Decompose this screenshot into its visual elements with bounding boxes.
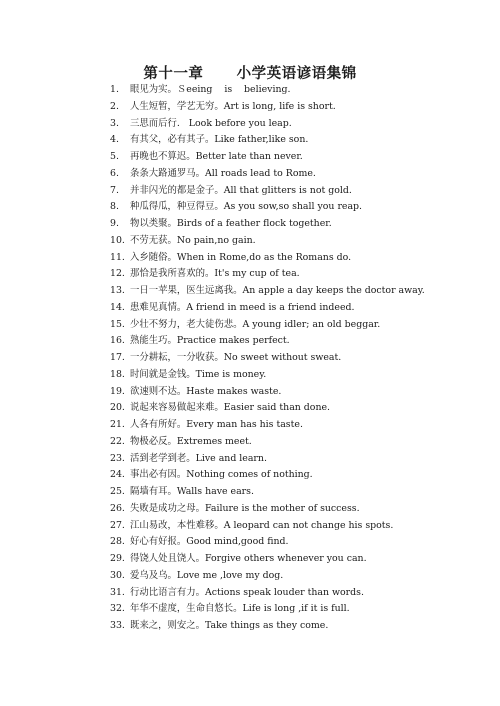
chapter-title: 第十一章 小学英语谚语集锦 xyxy=(143,65,357,82)
proverb-chinese: 物以类聚。 xyxy=(130,218,177,229)
proverb-chinese: 失败是成功之母。 xyxy=(130,502,206,514)
proverb-chinese: 时间就是金钱。 xyxy=(130,368,196,380)
proverb-chinese: 年华不虚度，生命自悠长。 xyxy=(130,603,243,615)
proverb-chinese: 爱乌及乌。 xyxy=(130,569,177,581)
proverb-chinese: 说起来容易做起来难。 xyxy=(130,402,224,414)
proverb-english: It's my cup of tea. xyxy=(214,268,300,280)
proverb-number: 10. xyxy=(110,234,125,246)
proverb-chinese: 人生短暂，学艺无穷。 xyxy=(130,100,224,112)
proverb-english: Walls have ears. xyxy=(176,486,254,497)
proverb-item xyxy=(110,384,425,401)
proverb-chinese: 那恰是我所喜欢的。 xyxy=(130,268,215,280)
proverb-number: 32. xyxy=(110,603,125,615)
proverb-english: Good mind,good find. xyxy=(186,536,289,548)
proverb-chinese: 眼见为实。 xyxy=(130,84,177,95)
proverb-english: Ｓeeing is believing. xyxy=(176,84,291,95)
proverb-chinese: 隔墙有耳。 xyxy=(130,486,177,497)
proverb-english: All that glitters is not gold. xyxy=(223,184,352,196)
proverb-number: 7. xyxy=(110,184,119,196)
proverb-english: No pain,no gain. xyxy=(176,234,256,246)
proverb-item xyxy=(110,585,425,602)
proverb-item xyxy=(110,350,425,367)
proverb-number: 29. xyxy=(110,553,125,564)
proverb-item xyxy=(110,82,425,99)
proverb-number: 21. xyxy=(110,419,125,430)
proverb-chinese: 事出必有因。 xyxy=(130,469,187,481)
proverb-english: Live and learn. xyxy=(195,452,267,464)
proverb-chinese: 江山易改，本性难移。 xyxy=(130,519,224,531)
proverb-english: Better late than never. xyxy=(195,151,303,162)
proverb-english: Take things as they come. xyxy=(205,620,329,631)
proverb-number: 8. xyxy=(110,201,119,213)
proverb-english: A leopard can not change his spots. xyxy=(223,519,394,531)
proverb-item xyxy=(110,132,425,149)
proverb-item xyxy=(110,283,425,300)
proverb-number: 25. xyxy=(110,486,125,497)
proverb-item xyxy=(110,233,425,250)
proverb-number: 13. xyxy=(110,285,125,296)
proverb-item xyxy=(110,618,425,635)
proverb-chinese: 三思而后行. xyxy=(130,117,180,129)
proverb-english: Haste makes waste. xyxy=(186,385,282,397)
proverb-english: No sweet without sweat. xyxy=(223,352,342,363)
proverb-chinese: 熟能生巧。 xyxy=(130,335,177,347)
proverb-english: Life is long ,if it is full. xyxy=(242,603,350,615)
proverb-chinese: 种瓜得瓜，种豆得豆。 xyxy=(130,201,224,213)
proverb-number: 20. xyxy=(110,402,125,414)
proverb-item xyxy=(110,116,425,133)
proverb-number: 3. xyxy=(110,117,119,129)
proverb-number: 19. xyxy=(110,385,125,397)
proverb-number: 27. xyxy=(110,519,125,531)
proverb-chinese: 患难见真情。 xyxy=(130,301,187,313)
proverb-english: An apple a day keeps the doctor away. xyxy=(242,285,425,296)
proverb-number: 28. xyxy=(110,536,125,548)
proverb-number: 17. xyxy=(110,352,125,363)
proverb-item xyxy=(110,501,425,518)
proverb-number: 23. xyxy=(110,452,125,464)
proverb-english: Failure is the mother of success. xyxy=(205,502,360,514)
proverb-number: 4. xyxy=(110,134,119,146)
proverb-chinese: 并非闪光的都是金子。 xyxy=(130,184,224,196)
proverb-item xyxy=(110,149,425,166)
proverb-english: Every man has his taste. xyxy=(186,419,303,430)
proverb-chinese: 人各有所好。 xyxy=(130,419,187,430)
proverb-item xyxy=(110,601,425,618)
proverb-item xyxy=(110,333,425,350)
proverb-item xyxy=(110,250,425,267)
proverb-item xyxy=(110,551,425,568)
proverb-english: Forgive others whenever you can. xyxy=(205,553,367,564)
proverb-english: Practice makes perfect. xyxy=(176,335,290,347)
proverb-english: A young idler; an old beggar. xyxy=(242,318,381,330)
proverb-item xyxy=(110,534,425,551)
proverb-number: 24. xyxy=(110,469,125,481)
proverb-number: 22. xyxy=(110,435,125,447)
proverb-item xyxy=(110,367,425,384)
proverb-number: 26. xyxy=(110,502,125,514)
proverb-chinese: 欲速则不达。 xyxy=(130,385,187,397)
proverb-item xyxy=(110,400,425,417)
proverb-item xyxy=(110,183,425,200)
proverb-item xyxy=(110,434,425,451)
proverb-english: When in Rome,do as the Romans do. xyxy=(176,251,352,263)
proverb-chinese: 行动比语言有力。 xyxy=(130,586,206,598)
proverb-item xyxy=(110,317,425,334)
proverb-number: 11. xyxy=(110,251,125,263)
proverb-item xyxy=(110,568,425,585)
proverb-english: As you sow,so shall you reap. xyxy=(223,201,363,213)
proverb-number: 33. xyxy=(110,620,125,631)
proverb-english: All roads lead to Rome. xyxy=(205,167,316,179)
proverb-chinese: 一分耕耘，一分收获。 xyxy=(130,352,224,363)
proverb-english: Nothing comes of nothing. xyxy=(186,469,313,481)
proverb-number: 9. xyxy=(110,218,119,229)
proverb-chinese: 再晚也不算迟。 xyxy=(130,151,196,162)
proverb-item xyxy=(110,417,425,434)
proverb-chinese: 既来之，则安之。 xyxy=(130,620,206,631)
proverb-number: 5. xyxy=(110,151,119,162)
proverb-number: 30. xyxy=(110,569,125,581)
proverb-chinese: 入乡随俗。 xyxy=(130,251,177,263)
proverb-number: 31. xyxy=(110,586,125,598)
proverb-item xyxy=(110,300,425,317)
proverb-chinese: 有其父，必有其子。 xyxy=(130,134,215,146)
proverb-english: Like father,like son. xyxy=(214,134,309,146)
proverb-english: Time is money. xyxy=(195,368,267,380)
proverb-item xyxy=(110,266,425,283)
proverb-chinese: 条条大路通罗马。 xyxy=(130,167,206,179)
proverb-chinese: 不劳无获。 xyxy=(130,234,177,246)
proverb-chinese: 少壮不努力，老大徒伤悲。 xyxy=(130,318,243,330)
proverb-chinese: 好心有好报。 xyxy=(130,536,187,548)
proverb-english: Extremes meet. xyxy=(176,435,252,447)
proverb-english: A friend in meed is a friend indeed. xyxy=(186,301,355,313)
proverb-english: Actions speak louder than words. xyxy=(205,586,364,598)
proverb-number: 14. xyxy=(110,301,125,313)
proverb-chinese: 一日一苹果，医生远离我。 xyxy=(130,285,243,296)
proverb-number: 15. xyxy=(110,318,125,330)
proverb-english: Love me ,love my dog. xyxy=(176,569,284,581)
proverb-item xyxy=(110,166,425,183)
proverb-english: Easier said than done. xyxy=(223,402,331,414)
proverb-item xyxy=(110,467,425,484)
proverb-english: Art is long, life is short. xyxy=(223,100,336,112)
proverb-number: 12. xyxy=(110,268,125,280)
proverb-chinese: 得饶人处且饶人。 xyxy=(130,553,206,564)
proverb-item xyxy=(110,451,425,468)
proverb-item xyxy=(110,216,425,233)
proverb-list xyxy=(110,82,425,635)
proverb-number: 18. xyxy=(110,368,125,380)
proverb-chinese: 活到老学到老。 xyxy=(130,452,196,464)
proverb-english: Look before you leap. xyxy=(179,117,292,129)
proverb-english: Birds of a feather flock together. xyxy=(176,218,332,229)
proverb-item xyxy=(110,518,425,535)
proverb-number: 16. xyxy=(110,335,125,347)
proverb-number: 1. xyxy=(110,84,119,95)
proverb-number: 2. xyxy=(110,100,119,112)
proverb-item xyxy=(110,99,425,116)
proverb-item xyxy=(110,484,425,501)
proverb-number: 6. xyxy=(110,167,119,179)
proverb-item xyxy=(110,199,425,216)
proverb-chinese: 物极必反。 xyxy=(130,435,177,447)
